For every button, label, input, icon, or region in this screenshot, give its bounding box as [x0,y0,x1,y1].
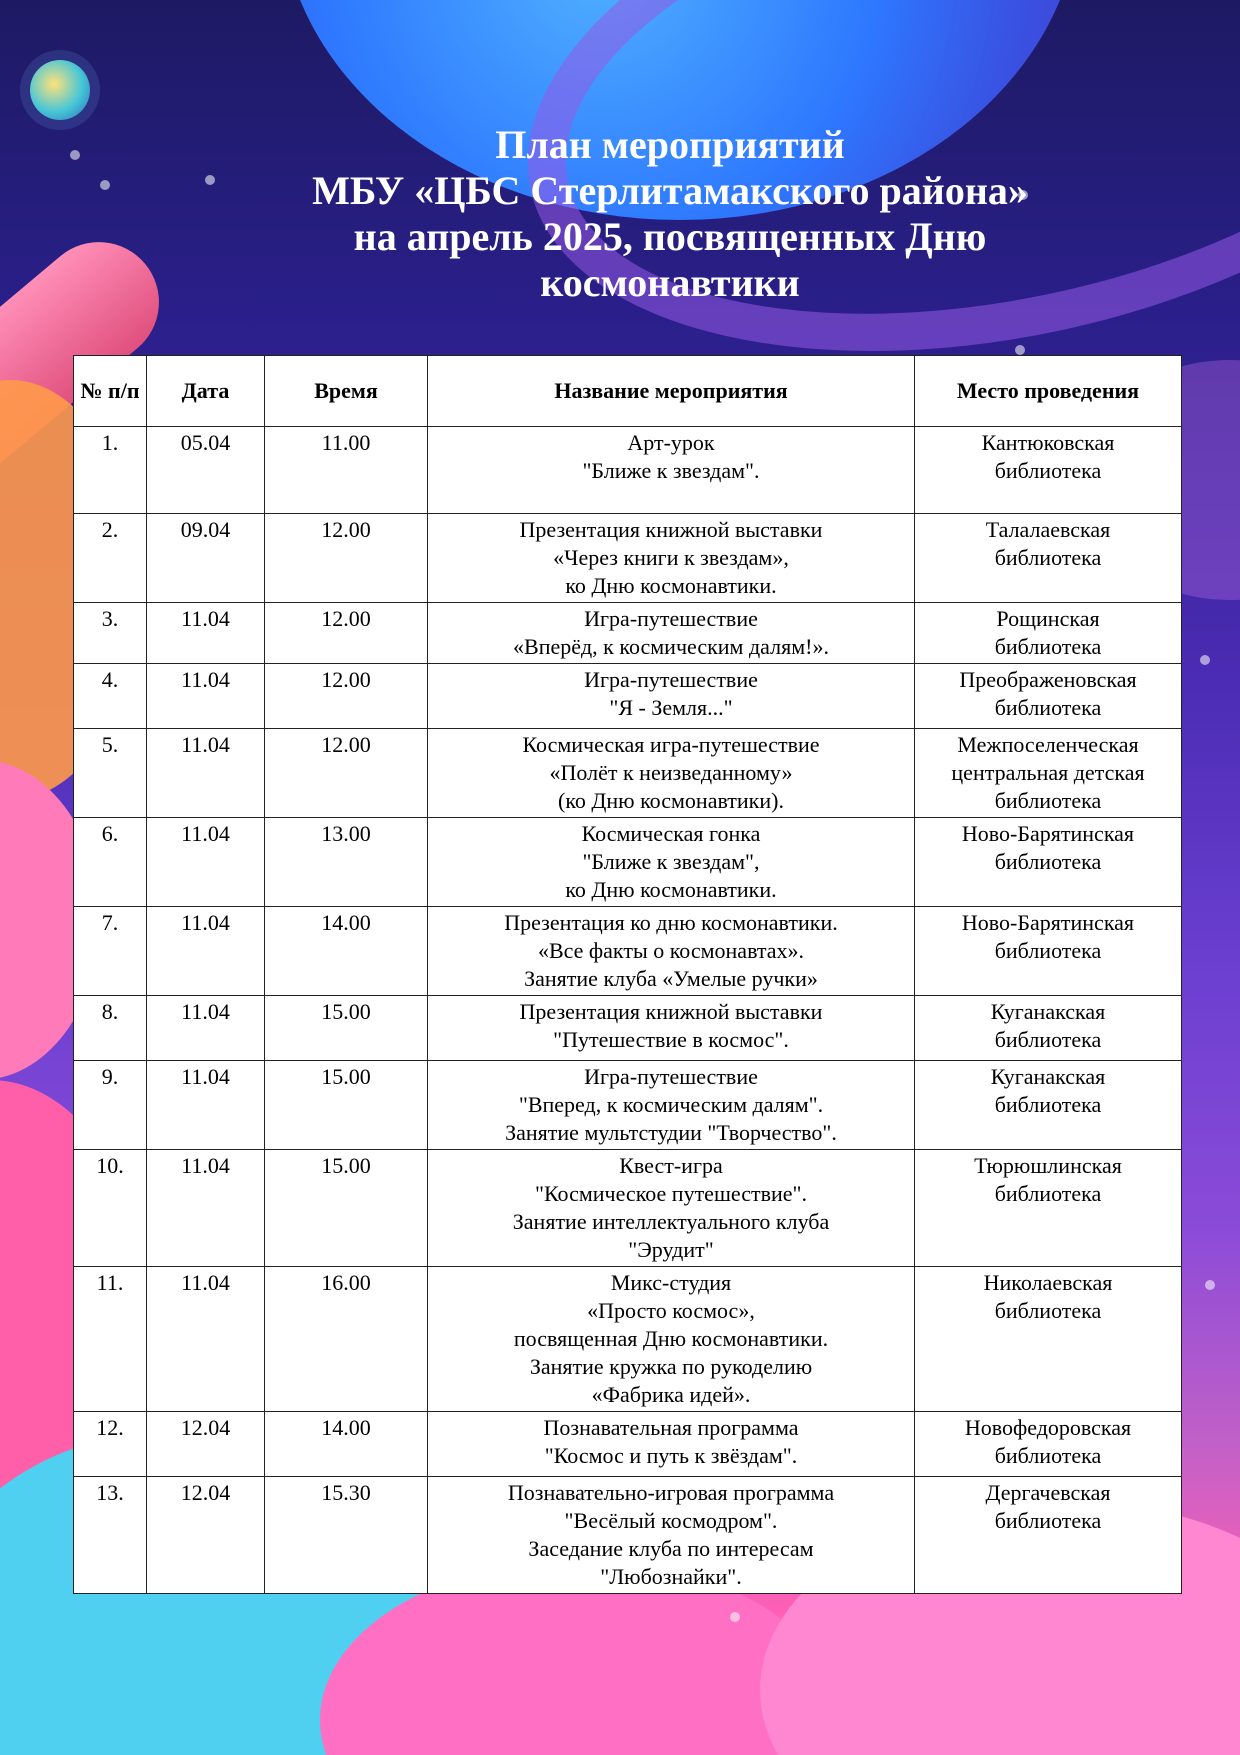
events-table [73,355,1182,1594]
cell-name-line: «Вперёд, к космическим далям!». [513,634,829,659]
cell-place-line: Кантюковская [981,430,1115,455]
cell-name [428,1150,915,1267]
cell-place-line: библиотека [994,458,1102,483]
cell-place-line: библиотека [994,1443,1102,1468]
table-row [74,603,1182,664]
cell-date: 11.04 [147,907,265,996]
cell-name-line: Презентация книжной выставки [519,999,823,1024]
cell-place-line: Ново-Барятинская [961,910,1135,935]
cell-time: 14.00 [265,907,428,996]
cell-date: 11.04 [147,818,265,907]
cell-name-line: Космическая гонка [581,821,761,846]
cell-name [428,603,915,664]
cell-place [915,1477,1182,1594]
cell-num: 10. [74,1150,147,1267]
cell-num: 11. [74,1267,147,1412]
cell-place-line: Куганакская [990,1064,1106,1089]
cell-place [915,818,1182,907]
header-time: Время [265,356,428,427]
cell-name-line: ко Дню космонавтики. [565,573,777,598]
cell-name-line: «Фабрика идей». [591,1382,751,1407]
cell-num: 7. [74,907,147,996]
cell-name-line: "Я - Земля..." [609,695,733,720]
table-row [74,514,1182,603]
title-line: План мероприятий [495,122,845,167]
header-name: Название мероприятия [428,356,915,427]
cell-num: 9. [74,1061,147,1150]
cell-name [428,1412,915,1477]
cell-name [428,664,915,729]
cell-place-line: Преображеновская [959,667,1137,692]
cell-num: 12. [74,1412,147,1477]
cell-time: 15.00 [265,1061,428,1150]
cell-time: 11.00 [265,427,428,514]
cell-name-line: Занятие клуба «Умелые ручки» [524,966,818,991]
title-line: на апрель 2025, посвященных Дню [353,214,987,259]
cell-name-line: «Все факты о космонавтах». [537,938,805,963]
cell-name-line: Игра-путешествие [584,1064,758,1089]
cell-num: 1. [74,427,147,514]
cell-date: 11.04 [147,603,265,664]
cell-date: 12.04 [147,1477,265,1594]
cell-date: 11.04 [147,1061,265,1150]
cell-name-line: "Ближе к звездам", [582,849,760,874]
cell-place-line: библиотека [994,1181,1102,1206]
cell-name-line: ко Дню космонавтики. [565,877,777,902]
cell-num: 6. [74,818,147,907]
cell-name-line: Познавательная программа [543,1415,799,1440]
cell-date: 11.04 [147,729,265,818]
cell-place-line: библиотека [994,1298,1102,1323]
cell-name [428,1267,915,1412]
cell-date: 11.04 [147,664,265,729]
table-row [74,1412,1182,1477]
cell-place-line: Новофедоровская [964,1415,1132,1440]
table-header-row [74,356,1182,427]
cell-place-line: Тюрюшлинская [974,1153,1122,1178]
cell-name-line: «Через книги к звездам», [553,545,789,570]
cell-name-line: Космическая игра-путешествие [522,732,820,757]
cell-num: 13. [74,1477,147,1594]
cell-time: 12.00 [265,603,428,664]
cell-place [915,1150,1182,1267]
cell-place-line: Дергачевская [985,1480,1111,1505]
table-row [74,1477,1182,1594]
title-line: МБУ «ЦБС Стерлитамакского района» [312,168,1028,213]
cell-place-line: Талалаевская [985,517,1111,542]
cell-name [428,729,915,818]
cell-place [915,907,1182,996]
cell-name-line: "Путешествие в космос". [553,1027,789,1052]
cell-time: 14.00 [265,1412,428,1477]
cell-place-line: библиотека [994,545,1102,570]
title-line: космонавтики [540,260,800,305]
cell-num: 2. [74,514,147,603]
cell-time: 15.00 [265,996,428,1061]
table-row [74,996,1182,1061]
cell-name-line: «Просто космос», [587,1298,755,1323]
cell-place [915,1061,1182,1150]
cell-name-line: посвященная Дню космонавтики. [513,1326,829,1351]
cell-name-line: «Полёт к неизведанному» [549,760,793,785]
cell-place-line: Ново-Барятинская [961,821,1135,846]
cell-date: 11.04 [147,1150,265,1267]
cell-place [915,729,1182,818]
cell-time: 12.00 [265,664,428,729]
cell-place-line: библиотека [994,788,1102,813]
cell-name-line: Арт-урок [627,430,715,455]
cell-name [428,514,915,603]
cell-name-line: Занятие кружка по рукоделию [529,1354,813,1379]
cell-time: 12.00 [265,729,428,818]
cell-time: 15.30 [265,1477,428,1594]
cell-time: 12.00 [265,514,428,603]
cell-time: 16.00 [265,1267,428,1412]
cell-name [428,1477,915,1594]
cell-place [915,427,1182,514]
cell-place-line: библиотека [994,1092,1102,1117]
cell-date: 11.04 [147,1267,265,1412]
page-title [200,122,1140,306]
cell-time: 15.00 [265,1150,428,1267]
cell-place [915,514,1182,603]
cell-time: 13.00 [265,818,428,907]
cell-name-line: (ко Дню космонавтики). [558,788,784,813]
cell-num: 8. [74,996,147,1061]
cell-name-line: Занятие интеллектуального клуба [512,1209,830,1234]
cell-date: 12.04 [147,1412,265,1477]
table-row [74,729,1182,818]
cell-date: 09.04 [147,514,265,603]
cell-date: 05.04 [147,427,265,514]
cell-name-line: "Эрудит" [628,1237,714,1262]
cell-place [915,603,1182,664]
cell-name-line: "Весёлый космодром". [564,1508,778,1533]
cell-name-line: Занятие мультстудии "Творчество". [505,1120,837,1145]
table-row [74,1150,1182,1267]
cell-place-line: Николаевская [983,1270,1113,1295]
cell-place-line: библиотека [994,1508,1102,1533]
cell-place [915,1412,1182,1477]
table-row [74,1267,1182,1412]
cell-num: 4. [74,664,147,729]
cell-place-line: Рощинская [996,606,1100,631]
cell-date: 11.04 [147,996,265,1061]
cell-name-line: Игра-путешествие [584,667,758,692]
cell-name-line: Микс-студия [610,1270,732,1295]
cell-name [428,1061,915,1150]
cell-name-line: "Вперед, к космическим далям". [518,1092,824,1117]
cell-place [915,996,1182,1061]
cell-name-line: Заседание клуба по интересам [528,1536,814,1561]
cell-place-line: библиотека [994,695,1102,720]
cell-name-line: Презентация ко дню космонавтики. [504,910,838,935]
cell-name [428,427,915,514]
cell-name-line: Игра-путешествие [584,606,758,631]
table-row [74,1061,1182,1150]
cell-place-line: библиотека [994,938,1102,963]
cell-name-line: Квест-игра [619,1153,723,1178]
cell-place-line: библиотека [994,634,1102,659]
table-row [74,427,1182,514]
cell-name-line: "Космическое путешествие". [534,1181,807,1206]
header-place: Место проведения [915,356,1182,427]
table-row [74,818,1182,907]
cell-name-line: "Космос и путь к звёздам". [544,1443,798,1468]
cell-name [428,996,915,1061]
cell-place [915,664,1182,729]
cell-name-line: Познавательно-игровая программа [507,1480,835,1505]
table-row [74,907,1182,996]
header-date: Дата [147,356,265,427]
cell-name [428,818,915,907]
table-row [74,664,1182,729]
cell-place-line: библиотека [994,1027,1102,1052]
cell-place-line: центральная детская [951,760,1145,785]
cell-name-line: "Ближе к звездам". [582,458,760,483]
cell-name [428,907,915,996]
header-num: № п/п [74,356,147,427]
cell-place-line: Куганакская [990,999,1106,1024]
cell-place-line: библиотека [994,849,1102,874]
cell-num: 5. [74,729,147,818]
cell-name-line: Презентация книжной выставки [519,517,823,542]
cell-name-line: "Любознайки". [600,1564,742,1589]
cell-num: 3. [74,603,147,664]
cell-place-line: Межпоселенческая [957,732,1139,757]
cell-place [915,1267,1182,1412]
